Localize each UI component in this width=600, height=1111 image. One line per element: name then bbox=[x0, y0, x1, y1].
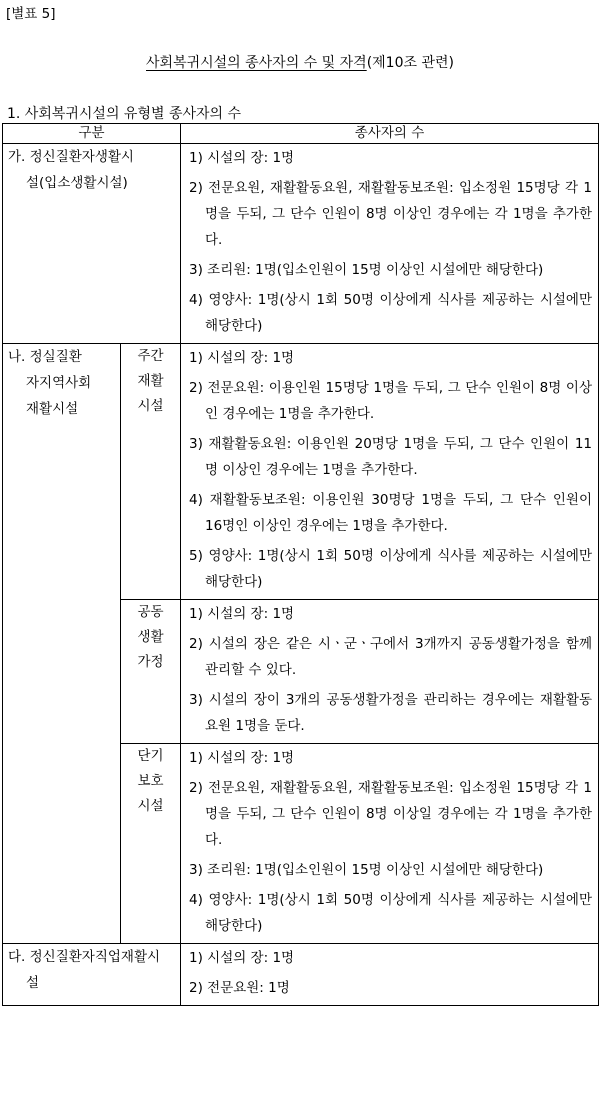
document-title bbox=[0, 52, 600, 72]
list-item: 2) 전문요원: 1명 bbox=[189, 980, 290, 996]
list-item: 4) 영양사: 1명(상시 1회 50명 이상에게 식사를 제공하는 시설에만 해당한다) bbox=[189, 292, 592, 334]
annex-reference: [별표 5] bbox=[6, 6, 56, 22]
list-item: 2) 전문요원, 재활활동요원, 재활활동보조원: 입소정원 15명당 각 1명을 두되, 그 단수 인원이 8명 이상일 경우에는 각 1명을 추가한다. bbox=[189, 780, 592, 848]
staff-list-short-term bbox=[181, 744, 599, 944]
list-item: 4) 영양사: 1명(상시 1회 50명 이상에게 식사를 제공하는 시설에만 해당한다) bbox=[189, 892, 592, 934]
row-label-da: 다. 정신질환자직업재활시 설 bbox=[3, 944, 181, 1006]
sub-label-day-rehab: 주간 재활 시설 bbox=[121, 344, 181, 600]
list-item: 3) 시설의 장이 3개의 공동생활가정을 관리하는 경우에는 재활활동요원 1명을 둔다. bbox=[189, 692, 592, 734]
table-row-ga bbox=[3, 144, 599, 344]
list-item: 1) 시설의 장: 1명 bbox=[189, 950, 295, 966]
column-header-category: 구분 bbox=[3, 124, 181, 144]
staff-list-day-rehab bbox=[181, 344, 599, 600]
list-item: 3) 조리원: 1명(입소인원이 15명 이상인 시설에만 해당한다) bbox=[189, 862, 544, 878]
table-header-row bbox=[3, 124, 599, 144]
table-row-da bbox=[3, 944, 599, 1006]
list-item: 3) 조리원: 1명(입소인원이 15명 이상인 시설에만 해당한다) bbox=[189, 262, 544, 278]
sub-label-short-term: 단기 보호 시설 bbox=[121, 744, 181, 944]
staff-list-ga bbox=[181, 144, 599, 344]
list-item: 1) 시설의 장: 1명 bbox=[189, 750, 295, 766]
column-header-staff-count: 종사자의 수 bbox=[181, 124, 599, 144]
list-item: 2) 시설의 장은 같은 시ㆍ군ㆍ구에서 3개까지 공동생활가정을 함께 관리할 수 있다. bbox=[189, 636, 592, 678]
list-item: 4) 재활활동보조원: 이용인원 30명당 1명을 두되, 그 단수 인원이 16명인 이상인 경우에는 1명을 추가한다. bbox=[189, 492, 592, 534]
list-item: 3) 재활활동요원: 이용인원 20명당 1명을 두되, 그 단수 인원이 11명 이상인 경우에는 1명을 추가한다. bbox=[189, 436, 592, 478]
table-row-na-day-rehab bbox=[3, 344, 599, 600]
title-suffix: (제10조 관련) bbox=[366, 55, 454, 71]
list-item: 1) 시설의 장: 1명 bbox=[189, 150, 295, 166]
staff-list-group-home bbox=[181, 600, 599, 744]
section-heading: 1. 사회복귀시설의 유형별 종사자의 수 bbox=[7, 106, 242, 122]
title-underlined: 사회복귀시설의 종사자의 수 및 자격 bbox=[146, 55, 367, 71]
staff-list-da bbox=[181, 944, 599, 1006]
sub-label-group-home: 공동 생활 가정 bbox=[121, 600, 181, 744]
list-item: 2) 전문요원, 재활활동요원, 재활활동보조원: 입소정원 15명당 각 1명을 두되, 그 단수 인원이 8명 이상인 경우에는 각 1명을 추가한다. bbox=[189, 180, 592, 248]
list-item: 5) 영양사: 1명(상시 1회 50명 이상에게 식사를 제공하는 시설에만 해당한다) bbox=[189, 548, 592, 590]
list-item: 1) 시설의 장: 1명 bbox=[189, 350, 295, 366]
staff-table bbox=[2, 123, 599, 1006]
row-label-na: 나. 정실질환 자지역사회 재활시설 bbox=[3, 344, 121, 944]
list-item: 1) 시설의 장: 1명 bbox=[189, 606, 295, 622]
row-label-ga: 가. 정신질환자생활시 설(입소생활시설) bbox=[3, 144, 181, 344]
list-item: 2) 전문요원: 이용인원 15명당 1명을 두되, 그 단수 인원이 8명 이상인 경우에는 1명을 추가한다. bbox=[189, 380, 592, 422]
